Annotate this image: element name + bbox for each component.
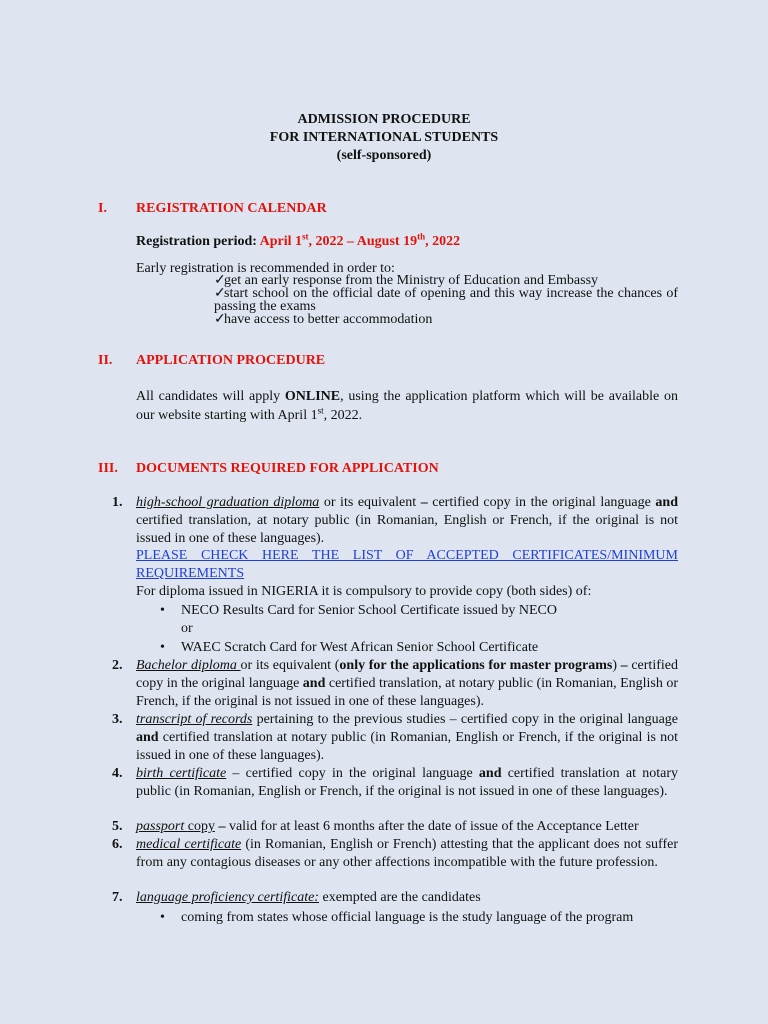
application-sup: st [317, 405, 324, 416]
item-5-text [136, 818, 678, 836]
item-dash: – [214, 819, 226, 834]
item-dash: – [620, 658, 628, 673]
item-1-title: high-school graduation diploma [136, 495, 320, 510]
period-end-sup: th [417, 231, 426, 242]
check-icon: ✓ [214, 312, 226, 327]
item-3-text [136, 711, 678, 764]
item-3-title: transcript of records [136, 712, 253, 727]
application-paragraph [136, 387, 678, 425]
item-2-text [136, 657, 678, 710]
registration-period-dates [259, 231, 461, 249]
check-item-3 [214, 313, 678, 326]
check-item-text: get an early response from the Ministry of Education and Embassy [224, 273, 599, 288]
item-text-part: ) [612, 658, 621, 673]
item-3-number: 3. [112, 712, 123, 727]
item-5-number: 5. [112, 819, 123, 834]
item-7-number: 7. [112, 890, 123, 905]
item-and: and [136, 729, 159, 745]
section-2-number: II. [98, 353, 113, 368]
item-text-part: certified copy in the original language [136, 658, 678, 691]
check-item-text: have access to better accommodation [224, 312, 433, 327]
section-3-number: III. [98, 461, 118, 476]
item-and: and [655, 495, 678, 510]
nigeria-bullet-1: NECO Results Card for Senior School Certificate issued by NECO [181, 603, 558, 618]
item-and: and [478, 766, 502, 781]
item-2-number: 2. [112, 658, 123, 673]
document-title [0, 111, 768, 165]
check-icon: ✓ [214, 273, 226, 288]
check-item-text: start school on the official date of opening and this way increase the chances of passing the exams [214, 286, 678, 314]
item-text-part: or its equivalent [319, 495, 421, 510]
check-item-2 [214, 287, 678, 313]
application-text-b: , using the application platform which will be available on our website starting with April 1 [136, 389, 678, 423]
section-1-title: REGISTRATION CALENDAR [136, 201, 327, 216]
item-1-number: 1. [112, 495, 123, 510]
item-dash: – [420, 495, 428, 510]
item-7-title: language proficiency certificate: [136, 890, 319, 905]
item-text-part: certified translation, at notary public (in Romanian, English or French, if the original is not issued in one of these languages). [136, 675, 679, 709]
section-1-number: I. [98, 201, 107, 216]
item-text-part: certified copy in the original language [427, 495, 656, 510]
early-registration-intro: Early registration is recommended in order to: [136, 261, 395, 276]
item-text-part: certified translation at notary public (in Romanian, English or French, if the original is not issued in one of these languages). [136, 729, 678, 763]
check-icon: ✓ [214, 286, 226, 301]
item-text-part: pertaining to the previous studies – certified copy in the original language [252, 712, 678, 727]
application-text-c: , 2022. [323, 408, 363, 423]
application-online: ONLINE [284, 389, 341, 404]
item-4-title: birth certificate [136, 766, 227, 781]
accepted-certificates-link[interactable]: PLEASE CHECK HERE THE LIST OF ACCEPTED CERTIFICATES/MINIMUM REQUIREMENTS [136, 548, 678, 581]
section-2-title: APPLICATION PROCEDURE [136, 353, 326, 368]
nigeria-bullet-2: WAEC Scratch Card for West African Senior School Certificate [181, 640, 539, 655]
item-text-part: copy [187, 819, 215, 834]
item-6-title: medical certificate [136, 837, 242, 852]
title-line-2: FOR INTERNATIONAL STUDENTS [269, 130, 499, 145]
item-text-part: exempted are the candidates [318, 890, 481, 905]
language-bullet-1: coming from states whose official language is the study language of the program [181, 910, 634, 925]
item-6-number: 6. [112, 837, 123, 852]
item-text-part: or its equivalent ( [240, 658, 340, 673]
item-text-part: (in Romanian, English or French) attesting that the applicant does not suffer from any contagious diseases or any other affections incompatible with the future profession. [136, 837, 678, 870]
bullet-icon: • [160, 910, 165, 925]
period-start-sup: st [302, 231, 309, 242]
registration-period [136, 233, 460, 251]
application-text-a: All candidates will apply [136, 389, 285, 404]
item-bold: only for the applications for master programs [339, 658, 613, 673]
title-line-1: ADMISSION PROCEDURE [297, 112, 471, 127]
title-line-3: (self-sponsored) [336, 148, 432, 163]
item-5-title: passport [136, 819, 188, 834]
item-1-text [136, 494, 678, 547]
nigeria-intro: For diploma issued in NIGERIA it is compulsory to provide copy (both sides) of: [136, 584, 592, 599]
item-6-text [136, 836, 678, 872]
period-start: April 1 [259, 234, 303, 249]
item-text-part: certified translation, at notary public (in Romanian, English or French, if the original is not issued in one of these languages). [136, 512, 678, 546]
section-3-title: DOCUMENTS REQUIRED FOR APPLICATION [136, 461, 439, 476]
item-and: and [302, 675, 326, 691]
item-4-number: 4. [112, 766, 123, 781]
item-text-part: certified translation at notary public (in Romanian, English or French, if the original is not issued in one of these languages). [136, 766, 678, 799]
item-7-text [136, 889, 678, 907]
item-text-part: – certified copy in the original language [226, 766, 479, 781]
bullet-icon: • [160, 603, 165, 618]
registration-period-label: Registration period: [136, 234, 260, 249]
or-text: or [181, 621, 193, 636]
item-2-title: Bachelor diploma [136, 658, 241, 673]
bullet-icon: • [160, 640, 165, 655]
period-mid: , 2022 – August 19 [308, 234, 418, 249]
period-end: , 2022 [425, 234, 461, 249]
item-text-part: valid for at least 6 months after the date of issue of the Acceptance Letter [225, 819, 639, 834]
item-4-text [136, 765, 678, 801]
